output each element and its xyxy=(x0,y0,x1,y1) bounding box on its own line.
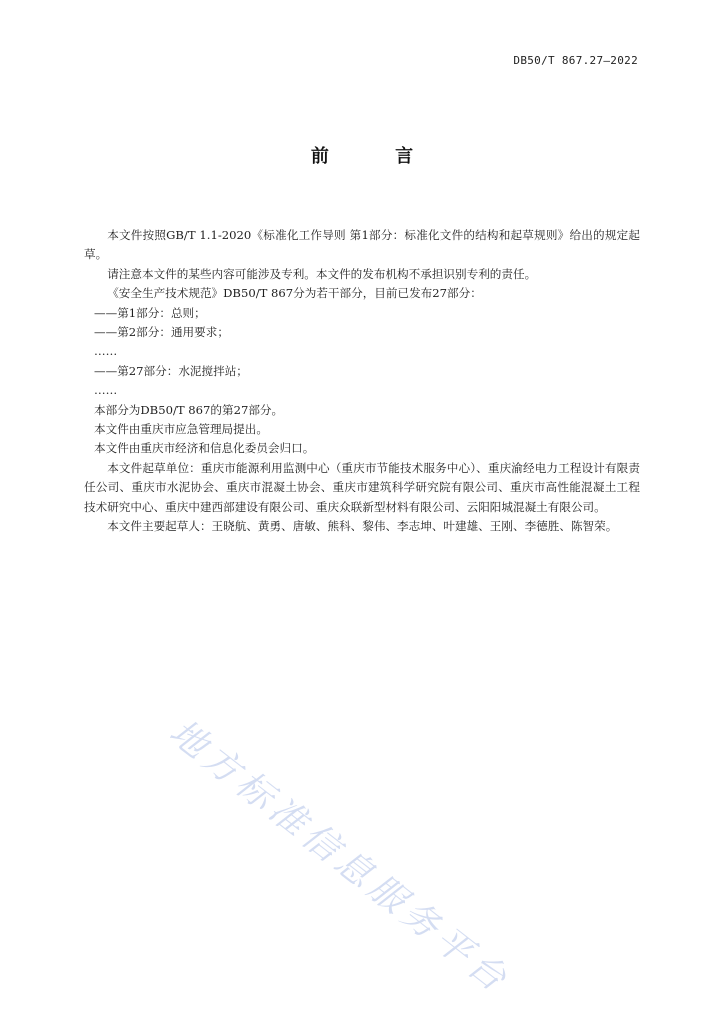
foreword-body xyxy=(84,226,640,537)
paragraph-drafters: 本文件主要起草人：王晓航、黄勇、唐敏、熊科、黎伟、李志坤、叶建雄、王刚、李德胜、陈智荣。 xyxy=(107,519,618,534)
list-item-part-1: ——第1部分：总则； xyxy=(94,305,206,320)
standard-code: DB50/T 867.27—2022 xyxy=(513,54,638,67)
paragraph-patent-notice: 请注意本文件的某些内容可能涉及专利。本文件的发布机构不承担识别专利的责任。 xyxy=(107,266,537,281)
paragraph-proposed-by: 本文件由重庆市应急管理局提出。 xyxy=(94,422,268,437)
list-item-ellipsis: …… xyxy=(94,383,118,398)
paragraph-managed-by: 本文件由重庆市经济和信息化委员会归口。 xyxy=(94,441,315,456)
list-item-part-2: ——第2部分：通用要求； xyxy=(94,325,229,340)
watermark: 地方标准信息服务平台 xyxy=(161,711,518,1003)
paragraph-this-part: 本部分为DB50/T 867的第27部分。 xyxy=(94,402,284,417)
page-title: 前 言 xyxy=(310,146,444,167)
list-item-ellipsis: …… xyxy=(94,344,118,359)
list-item-part-27: ——第27部分：水泥搅拌站； xyxy=(94,363,248,378)
paragraph-parts-intro: 《安全生产技术规范》DB50/T 867分为若干部分，目前已发布27部分： xyxy=(107,286,482,301)
paragraph-drafting-rules: 本文件按照GB/T 1.1-2020《标准化工作导则 第1部分：标准化文件的结构和起草规则》给出的规定起草。 xyxy=(84,228,640,262)
paragraph-drafting-units: 本文件起草单位：重庆市能源利用监测中心（重庆市节能技术服务中心）、重庆渝经电力工程设计有限责任公司、重庆市水泥协会、重庆市混凝土协会、重庆市建筑科学研究院有限公司、重庆市高性能混凝土工程技术研究中心、重庆中建西部建设有限公司、重庆众联新型材料有限公司、云阳阳城混凝土有限公司。 xyxy=(84,460,640,514)
